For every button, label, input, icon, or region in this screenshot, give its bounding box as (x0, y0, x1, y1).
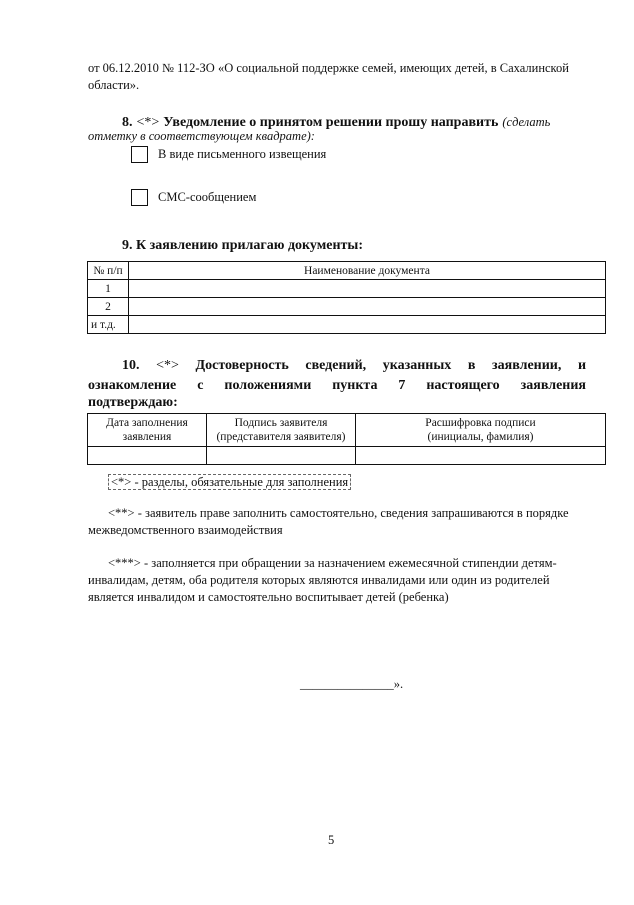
row-number: 1 (88, 280, 129, 298)
sms-checkbox[interactable] (131, 189, 148, 206)
date-cell[interactable] (88, 447, 207, 465)
section-8-note-part1: (сделать (502, 115, 551, 129)
table-row (88, 447, 606, 465)
footnote-3-line-1 (88, 555, 588, 572)
confirmation-table-header (88, 414, 606, 447)
written-notice-label: В виде письменного извещения (158, 147, 327, 161)
table-row (88, 316, 606, 334)
section-10-text: Достоверность сведений, указанных в заявлении, и (195, 358, 587, 373)
footnote-1-wrap (108, 474, 351, 491)
documents-table (87, 261, 606, 334)
page-number: 5 (328, 833, 335, 847)
signature-cell[interactable] (207, 447, 356, 465)
header-document-name: Наименование документа (129, 262, 606, 280)
sms-label: СМС-сообщением (158, 190, 257, 204)
intro-line-1: от 06.12.2010 № 112-ЗО «О социальной поддержке семей, имеющих детей, в Сахалинской (88, 61, 569, 75)
footnote-2-mark: <**> (108, 506, 135, 520)
header-signature-line-2: (представителя заявителя) (216, 431, 346, 443)
section-8-number: 8. (122, 115, 133, 130)
footnote-1: <*> - разделы, обязательные для заполнения (108, 474, 351, 490)
header-number: № п/п (88, 262, 129, 280)
document-name-cell[interactable] (129, 316, 606, 334)
section-10-line-3: подтверждаю: (88, 395, 178, 410)
footnote-2-text: - заявитель праве заполнить самостоятельно, сведения запрашиваются в порядке (134, 506, 569, 520)
section-8-mark: <*> (136, 115, 160, 130)
footnote-3 (88, 555, 588, 606)
footnote-2-line-2: межведомственного взаимодействия (88, 523, 283, 537)
intro-text (88, 60, 588, 94)
footnote-3-line-3: является инвалидом и самостоятельно воспитывает детей (ребенка) (88, 590, 449, 604)
document-name-cell[interactable] (129, 280, 606, 298)
document-name-cell[interactable] (129, 298, 606, 316)
section-10-line-1 (122, 358, 586, 374)
header-transcript-line-2: (инициалы, фамилия) (427, 431, 534, 443)
closing-line (300, 676, 403, 693)
closing-blank: _______________ (300, 677, 394, 691)
row-number: 2 (88, 298, 129, 316)
header-signature (207, 414, 356, 447)
closing-end: ». (393, 677, 404, 691)
footnote-3-line-2: инвалидам, детям, оба родителя которых являются инвалидами или один из родителей (88, 573, 550, 587)
section-10-number: 10. (122, 358, 140, 373)
transcript-cell[interactable] (356, 447, 606, 465)
header-date-line-2: заявления (122, 431, 172, 443)
section-10-mark: <*> (156, 358, 179, 373)
table-row (88, 280, 606, 298)
row-number: и т.д. (88, 316, 129, 334)
section-9-title: 9. К заявлению прилагаю документы: (122, 238, 364, 253)
header-signature-line-1: Подпись заявителя (234, 417, 328, 429)
section-8-title: Уведомление о принятом решении прошу направить (163, 115, 499, 130)
footnote-2-line-1 (88, 505, 588, 522)
section-8-note-part2: отметку в соответствующем квадрате): (88, 129, 315, 143)
section-10-line-2: ознакомление с положениями пункта 7 настоящего заявления (88, 378, 586, 393)
written-notice-checkbox[interactable] (131, 146, 148, 163)
documents-table-header (88, 262, 606, 280)
footnote-3-text: - заполняется при обращении за назначением ежемесячной стипендии детям- (140, 556, 557, 570)
header-transcript-line-1: Расшифровка подписи (425, 417, 536, 429)
header-date (88, 414, 207, 447)
footnote-2 (88, 505, 588, 539)
header-date-line-1: Дата заполнения (106, 417, 188, 429)
footnote-3-mark: <***> (108, 556, 141, 570)
table-row (88, 298, 606, 316)
intro-line-2: области». (88, 78, 140, 92)
header-transcript (356, 414, 606, 447)
confirmation-table (87, 413, 606, 465)
